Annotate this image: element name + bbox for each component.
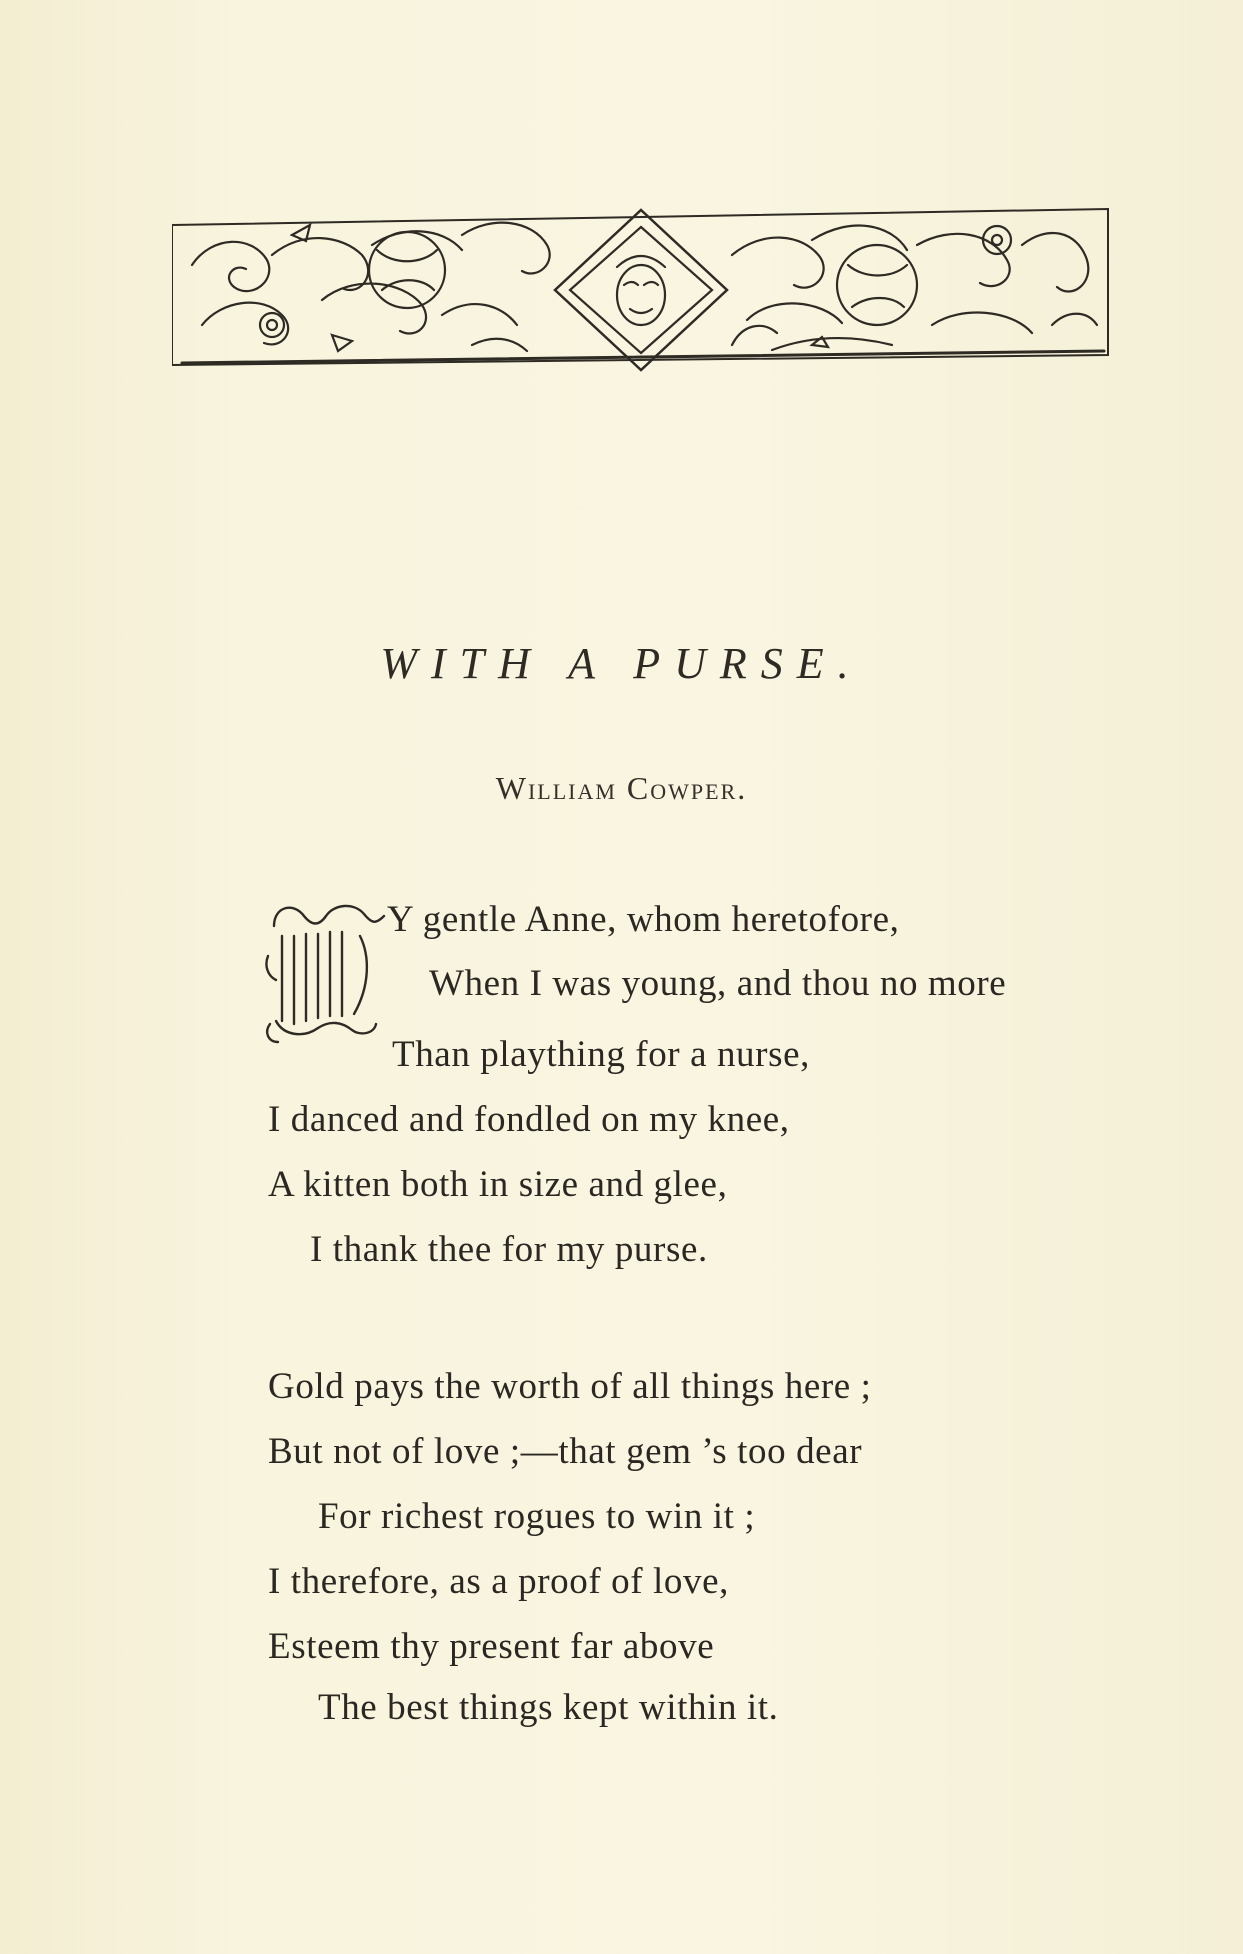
poem-line: When I was young, and thou no more — [429, 963, 1007, 1004]
poem-line: I danced and fondled on my knee, — [268, 1099, 790, 1140]
poem-line: I therefore, as a proof of love, — [268, 1561, 729, 1602]
headpiece-ornament — [172, 205, 1110, 375]
poem-line: Gold pays the worth of all things here ; — [268, 1366, 872, 1407]
poem-author: William Cowper. — [495, 770, 748, 806]
poem-line: I thank thee for my purse. — [310, 1229, 708, 1270]
poem-line: The best things kept within it. — [318, 1687, 779, 1728]
dropcap-m-ornament — [264, 896, 392, 1046]
poem-line: A kitten both in size and glee, — [268, 1164, 728, 1205]
poem-line: For richest rogues to win it ; — [318, 1496, 756, 1537]
poem-line: Than plaything for a nurse, — [392, 1034, 810, 1075]
poem-line: But not of love ;—that gem ’s too dear — [268, 1431, 863, 1472]
poem-title: WITH A PURSE. — [380, 639, 863, 688]
poem-line: Y gentle Anne, whom heretofore, — [387, 899, 900, 940]
poem-line: Esteem thy present far above — [268, 1626, 715, 1667]
